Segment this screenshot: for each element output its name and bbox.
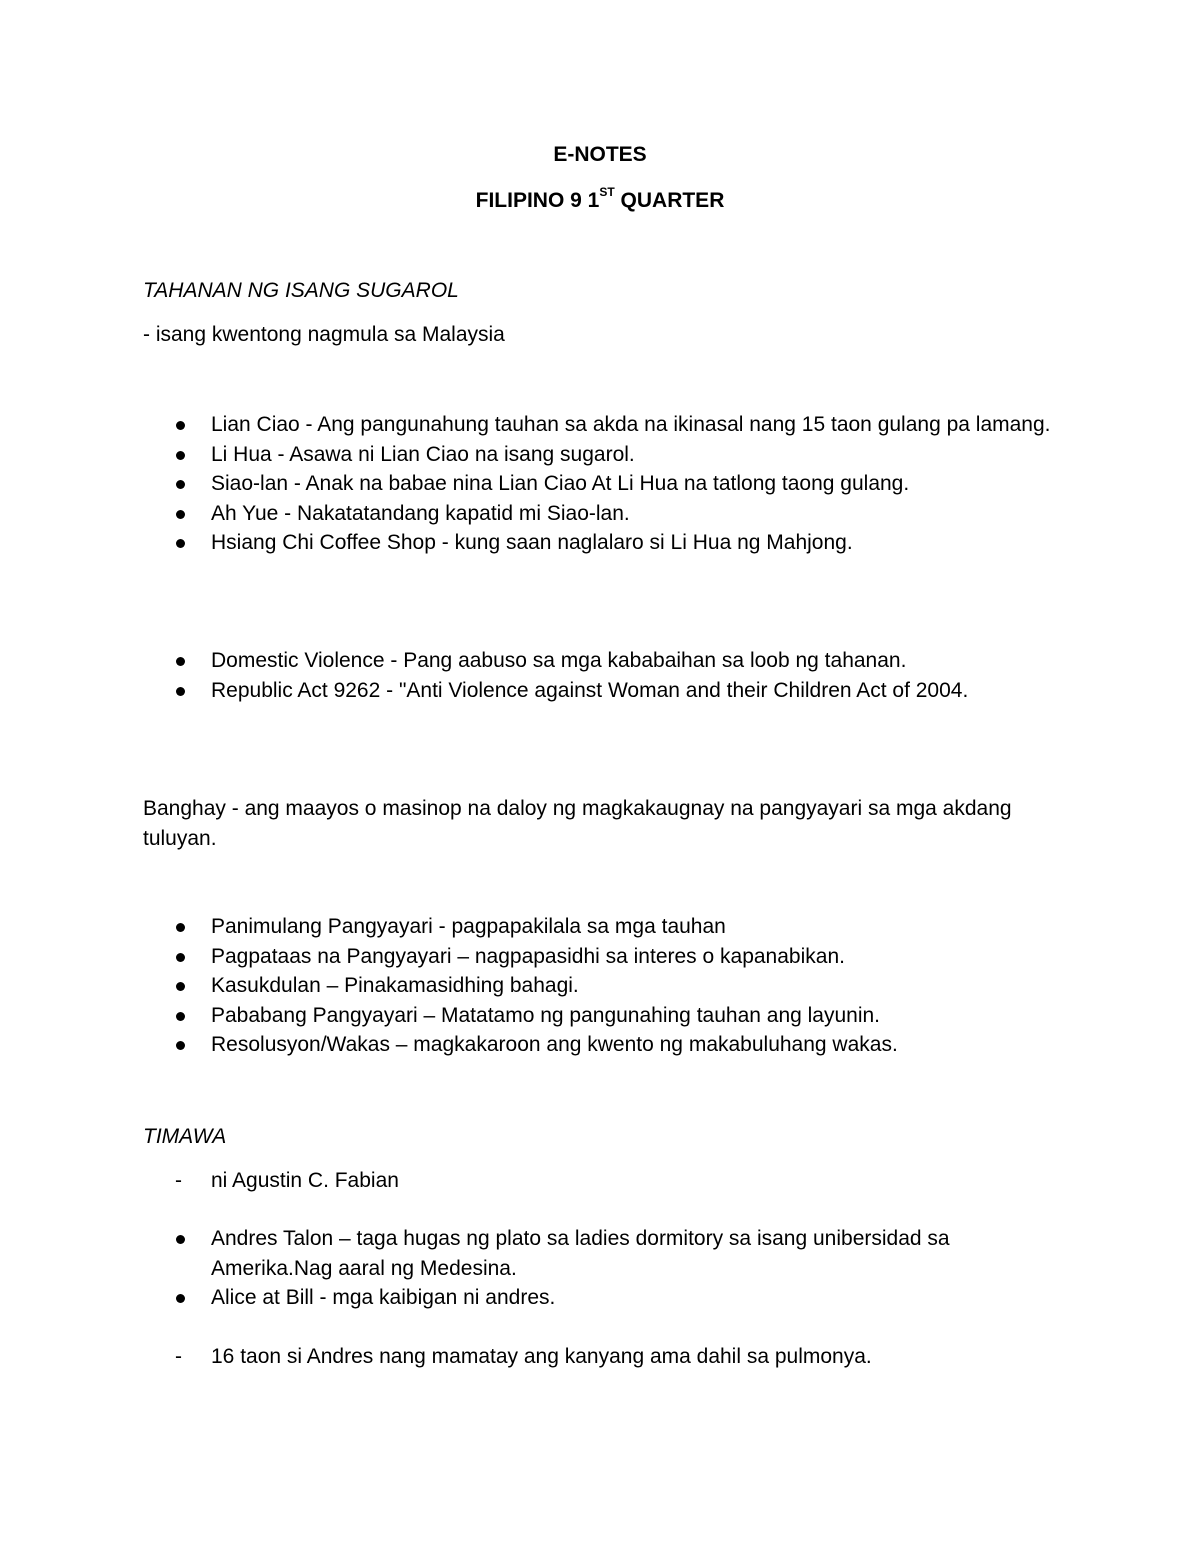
list-item-text: ni Agustin C. Fabian [211,1169,399,1192]
bullet-icon [176,421,185,430]
bullet-icon [176,510,185,519]
document-title: E-NOTES [553,143,647,166]
bullet-icon [176,953,185,962]
character-list [0,410,1200,558]
timawa-character-list [0,1224,1200,1313]
timawa-note [0,1342,1200,1372]
list-item-text: Pagpataas na Pangyayari – nagpapasidhi sa interes o kapanabikan. [211,944,845,968]
list-item-text: Ah Yue - Nakatatandang kapatid mi Siao-lan. [211,501,630,525]
dash-marker: - [175,1345,182,1368]
list-item [0,410,1051,440]
list-item [0,1166,1051,1196]
list-item [0,1342,1051,1372]
bullet-icon [176,657,185,666]
bullet-icon [176,982,185,991]
subtitle-prefix: FILIPINO 9 1 [475,189,600,212]
list-item-text: 16 taon si Andres nang mamatay ang kanyang ama dahil sa pulmonya. [211,1345,872,1368]
bullet-icon [176,1012,185,1021]
list-item [0,440,1051,470]
list-item [0,942,1051,972]
list-item-text: Kasukdulan – Pinakamasidhing bahagi. [211,974,579,997]
subtitle-suffix: QUARTER [614,189,725,212]
list-item [0,971,1051,1001]
bullet-icon [176,923,185,932]
subtitle-superscript: ST [599,185,615,199]
list-item-text: Li Hua - Asawa ni Lian Ciao na isang sugarol. [211,442,635,466]
list-item-text: Alice at Bill - mga kaibigan ni andres. [211,1286,556,1309]
list-item [0,646,1051,676]
list-item-text: Resolusyon/Wakas – magkakaroon ang kwento ng makabuluhang wakas. [211,1033,898,1056]
section-heading-sugarol: TAHANAN NG ISANG SUGAROL [143,279,459,302]
dash-marker: - [175,1169,182,1192]
list-item-text: Panimulang Pangyayari - pagpapakilala sa mga tauhan [211,915,726,938]
plot-list [0,912,1200,1060]
list-item [0,499,1051,529]
bullet-icon [176,1235,185,1244]
bullet-icon [176,1041,185,1050]
list-item [0,1001,1051,1031]
list-item [0,1224,1051,1283]
list-item [0,1283,1051,1313]
list-item [0,1030,1051,1060]
document-subtitle [0,185,1200,213]
list-item-text: Siao-lan - Anak na babae nina Lian Ciao At Li Hua na tatlong taong gulang. [211,472,910,495]
list-item [0,912,1051,942]
bullet-icon [176,480,185,489]
list-item-text: Republic Act 9262 - "Anti Violence against Woman and their Children Act of 2004. [211,678,969,702]
list-item-text: Andres Talon – taga hugas ng plato sa ladies dormitory sa isang unibersidad sa Amerika.Nag aaral ng Medesina. [211,1227,950,1280]
list-item [0,676,1051,706]
bullet-icon [176,451,185,460]
bullet-icon [176,687,185,696]
section-intro: - isang kwentong nagmula sa Malaysia [143,323,505,346]
list-item [0,469,1051,499]
list-item-text: Domestic Violence - Pang aabuso sa mga kababaihan sa loob ng tahanan. [211,649,907,672]
banghay-definition: Banghay - ang maayos o masinop na daloy ng magkakaugnay na pangyayari sa mga akdang tuluyan. [143,797,1012,850]
list-item [0,528,1051,558]
bullet-icon [176,1294,185,1303]
bullet-icon [176,539,185,548]
author-line [0,1166,1200,1196]
list-item-text: Pababang Pangyayari – Matatamo ng pangunahing tauhan ang layunin. [211,1003,881,1027]
list-item-text: Hsiang Chi Coffee Shop - kung saan naglalaro si Li Hua ng Mahjong. [211,531,853,554]
terms-list [0,646,1200,705]
list-item-text: Lian Ciao - Ang pangunahung tauhan sa akda na ikinasal nang 15 taon gulang pa lamang. [211,413,1051,436]
section-heading-timawa: TIMAWA [143,1125,227,1148]
